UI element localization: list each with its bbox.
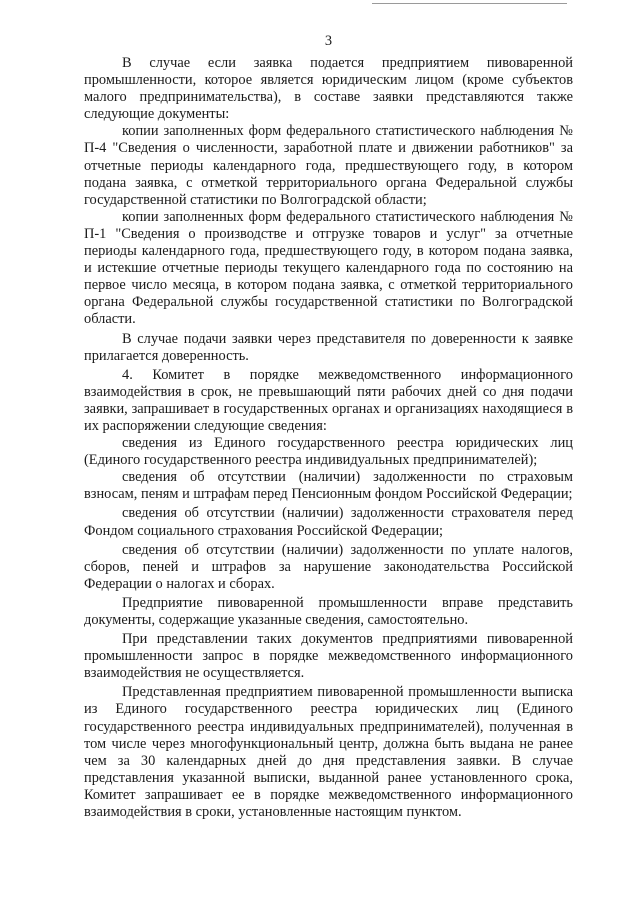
paragraph-form-p1-copies: копии заполненных форм федерального статистического наблюдения № П-1 "Сведения о производстве и отгрузке товаров и услуг" за отчетные периоды календарного года, предшествующего году, в котором подана заявка, и истекшие отчетные периоды текущего календарного года по состоянию на первое число месяца, в котором подана заявка, с отметкой территориального органа Федеральной службы государственной статистики по Волгоградской области.: [84, 208, 573, 328]
page-number: 3: [324, 33, 333, 49]
paragraph-tax-debt: сведения об отсутствии (наличии) задолженности по уплате налогов, сборов, пеней и штрафов за нарушение законодательства Российской Федерации о налогах и сборах.: [84, 541, 573, 592]
paragraph-egrul-extract: сведения из Единого государственного реестра юридических лиц (Единого государственного реестра индивидуальных предпринимателей);: [84, 435, 573, 469]
paragraph-form-p4-copies: копии заполненных форм федерального статистического наблюдения № П-4 "Сведения о численности, заработной плате и движении работников" за отчетные периоды календарного года, предшествующего году, в котором подана заявка, с отметкой территориального органа Федеральной службы государственной статистики по Волгоградской области;: [84, 123, 573, 208]
paragraph-item-4-committee-request: 4. Комитет в порядке межведомственного информационного взаимодействия в срок, не превышающий пяти рабочих дней со дня подачи заявки, запрашивает в государственных органах и организациях находящиеся в их распоряжении следующие сведения:: [84, 366, 573, 434]
top-edge-line: [372, 3, 567, 4]
paragraph-self-submission: Предприятие пивоваренной промышленности вправе представить документы, содержащие указанные сведения, самостоятельно.: [84, 594, 573, 628]
paragraph-social-insurance-debt: сведения об отсутствии (наличии) задолженности страхователя перед Фондом социального страхования Российской Федерации;: [84, 505, 573, 539]
paragraph-pension-fund-debt: сведения об отсутствии (наличии) задолженности по страховым взносам, пеням и штрафам перед Пенсионным фондом Российской Федерации;: [84, 469, 573, 503]
paragraph-application-by-legal-entity: В случае если заявка подается предприятием пивоваренной промышленности, которое является юридическим лицом (кроме субъектов малого предпринимательства), в составе заявки представляются также следующие документы:: [84, 55, 573, 123]
paragraph-power-of-attorney: В случае подачи заявки через представителя по доверенности к заявке прилагается доверенность.: [84, 330, 573, 364]
paragraph-extract-validity: Представленная предприятием пивоваренной промышленности выписка из Единого государственного реестра юридических лиц (Единого государственного реестра индивидуальных предпринимателей), полученная в том числе через многофункциональный центр, должна быть выдана не ранее чем за 30 календарных дней до дня представления заявки. В случае представления указанной выписки, выданной ранее установленного срока, Комитет запрашивает ее в порядке межведомственного информационного взаимодействия в сроки, установленные настоящим пунктом.: [84, 684, 573, 821]
document-body: [84, 55, 573, 821]
paragraph-no-interagency-request: При представлении таких документов предприятиями пивоваренной промышленности запрос в порядке межведомственного информационного взаимодействия не осуществляется.: [84, 631, 573, 682]
